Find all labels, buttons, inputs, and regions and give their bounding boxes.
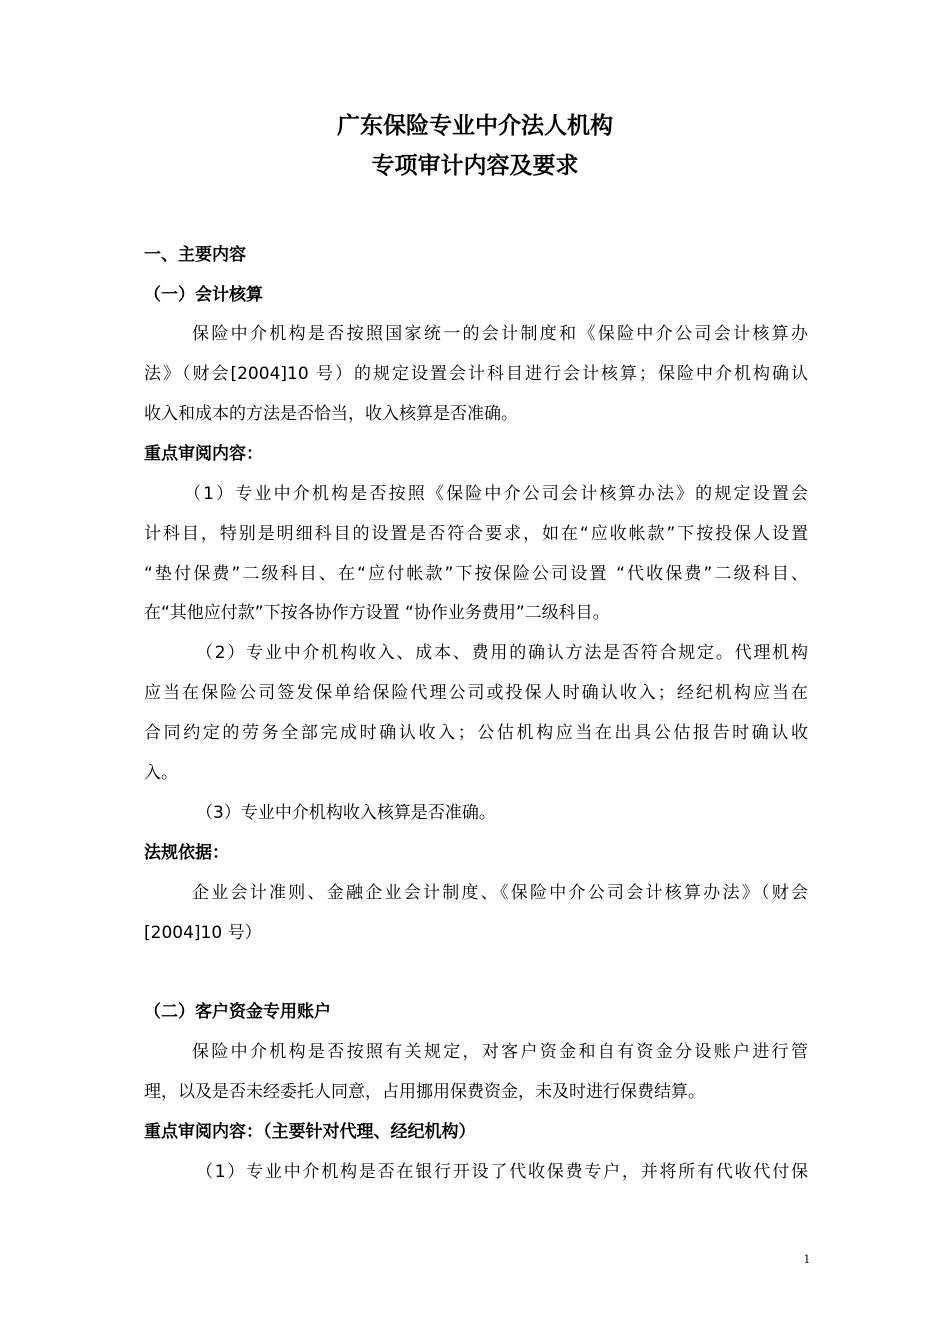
- law-basis-heading: 法规依据：: [144, 843, 229, 863]
- subsection-heading-client-funds: （二）客户资金专用账户: [144, 1002, 331, 1022]
- paragraph-line: [2004]10 号）: [144, 923, 262, 943]
- paragraph-line: 法》（财会[2004]10 号）的规定设置会计科目进行会计核算；保险中介机构确认: [144, 364, 808, 384]
- subsection-heading-accounting: （一）会计核算: [144, 285, 263, 305]
- list-item-line: （3）专业中介机构收入核算是否准确。: [196, 803, 496, 823]
- document-title-line-2: 专项审计内容及要求: [371, 153, 579, 179]
- list-item-line: 入。: [144, 763, 178, 783]
- review-heading: 重点审阅内容：: [144, 444, 263, 464]
- paragraph-line: 理，以及是否未经委托人同意，占用挪用保费资金，未及时进行保费结算。: [144, 1082, 705, 1102]
- list-item-line: （2）专业中介机构收入、成本、费用的确认方法是否符合规定。代理机构: [196, 643, 808, 663]
- paragraph-line: 保险中介机构是否按照有关规定，对客户资金和自有资金分设账户进行管: [192, 1042, 808, 1062]
- page-number: 1: [803, 1251, 810, 1266]
- list-item-line: （1）专业中介机构是否在银行开设了代收保费专户，并将所有代收代付保: [196, 1162, 808, 1182]
- review-heading: 重点审阅内容：（主要针对代理、经纪机构）: [144, 1122, 476, 1142]
- paragraph-line: 保险中介机构是否按照国家统一的会计制度和《保险中介公司会计核算办: [192, 324, 808, 344]
- section-heading-main-content: 一、主要内容: [144, 245, 246, 265]
- paragraph-line: 收入和成本的方法是否恰当，收入核算是否准确。: [144, 404, 518, 424]
- list-item-line: 合同约定的劳务全部完成时确认收入；公估机构应当在出具公估报告时确认收: [144, 723, 808, 743]
- list-item-line: 应当在保险公司签发保单给保险代理公司或投保人时确认收入；经纪机构应当在: [144, 683, 808, 703]
- list-item-line: “垫付保费”二级科目、在“应付帐款”下按保险公司设置 “代收保费”二级科目、: [144, 564, 808, 584]
- list-item-line: 计科目，特别是明细科目的设置是否符合要求，如在“应收帐款”下按投保人设置: [144, 524, 808, 544]
- document-title-line-1: 广东保险专业中介法人机构: [337, 113, 613, 139]
- list-item-line: （1）专业中介机构是否按照《保险中介公司会计核算办法》的规定设置会: [184, 484, 808, 504]
- paragraph-line: 企业会计准则、金融企业会计制度、《保险中介公司会计核算办法》（财会: [192, 883, 808, 903]
- list-item-line: 在“其他应付款”下按各协作方设置 “协作业务费用”二级科目。: [144, 603, 610, 623]
